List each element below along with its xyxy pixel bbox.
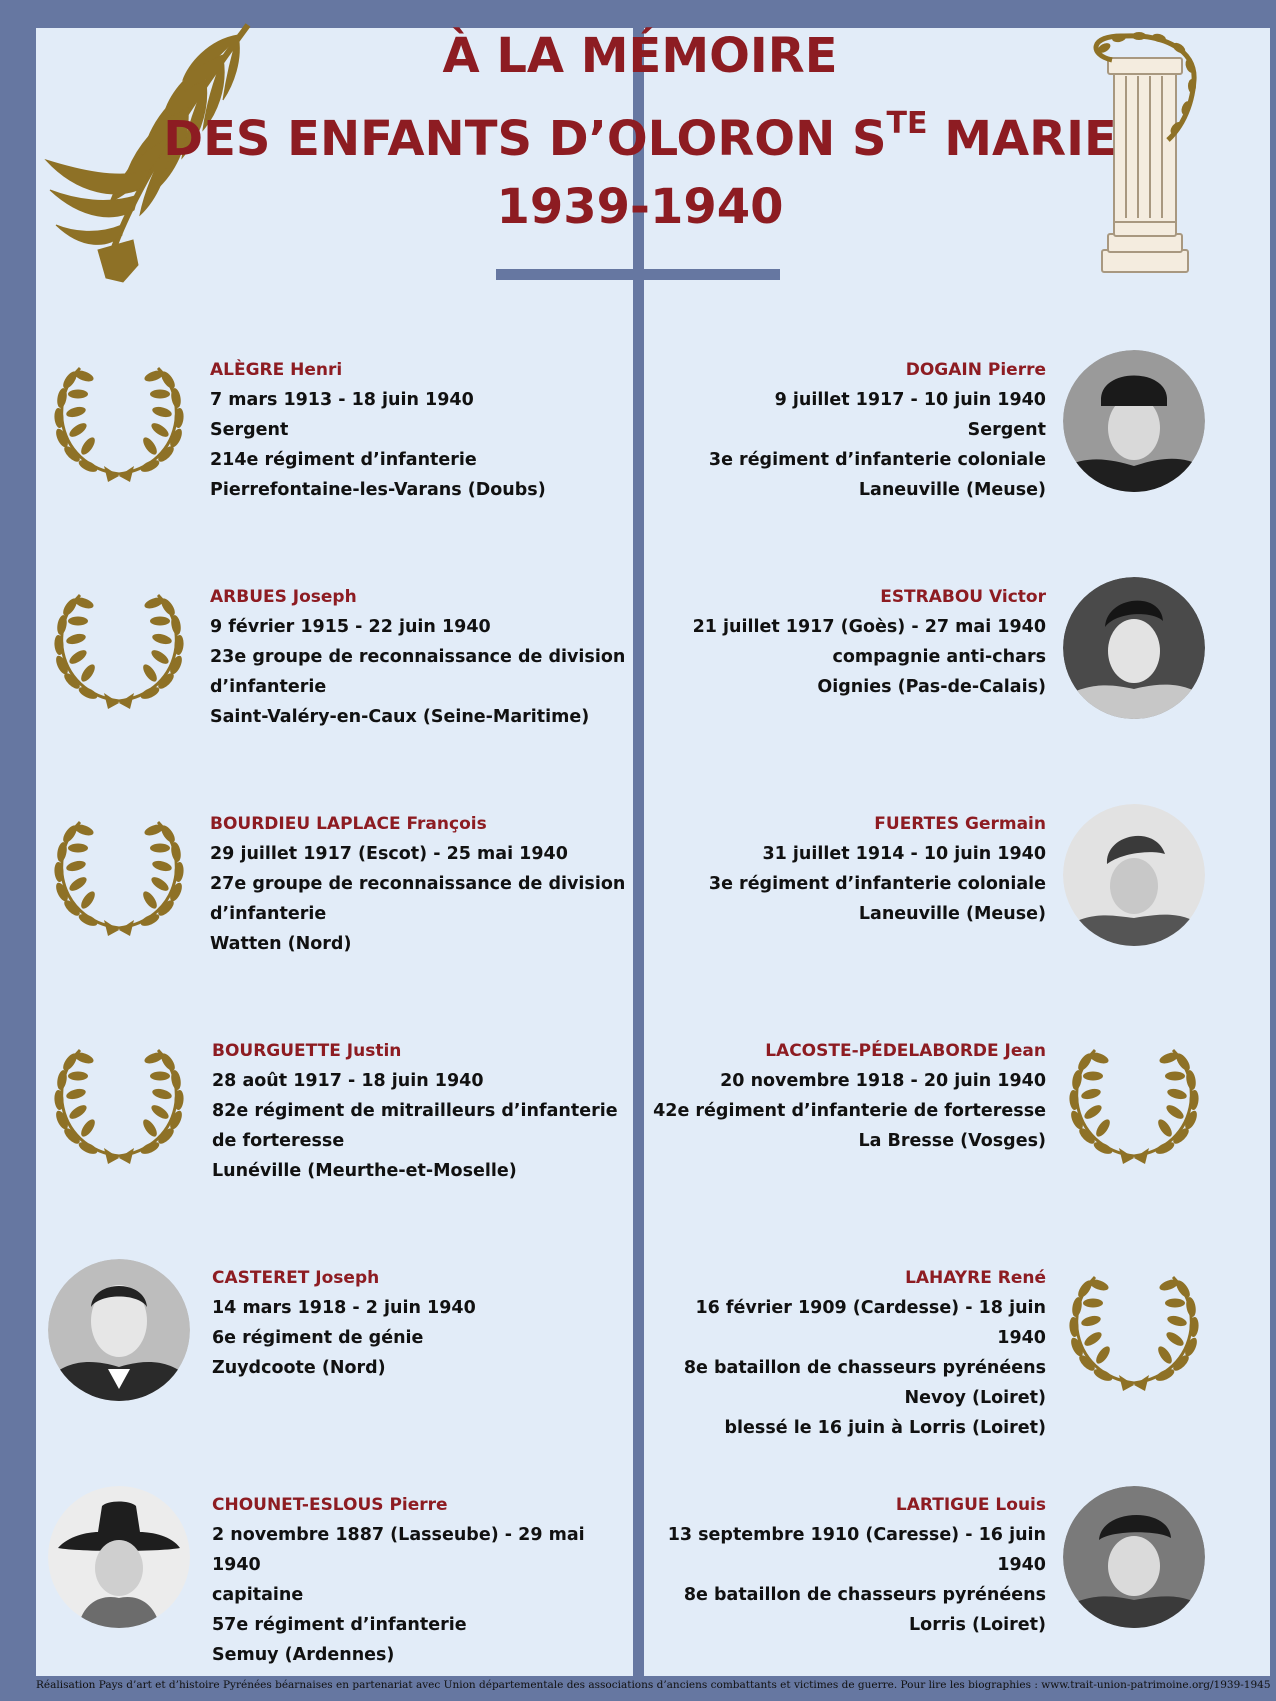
page-title xyxy=(160,22,1120,241)
entry-unit-cont: d’infanterie xyxy=(210,677,327,697)
entry-dates: 2 novembre 1887 (Lasseube) - 29 mai 1940 xyxy=(212,1525,585,1575)
entry-lartigue-louis xyxy=(646,1490,1046,1640)
entry-name: BOURDIEU LAPLACE François xyxy=(210,814,487,834)
entry-unit: 6e régiment de génie xyxy=(212,1328,424,1348)
entry-unit: 23e groupe de reconnaissance de division xyxy=(210,647,626,667)
entry-place: Saint-Valéry-en-Caux (Seine-Maritime) xyxy=(210,707,590,727)
entry-place: Pierrefontaine-les-Varans (Doubs) xyxy=(210,480,546,500)
entry-unit: 214e régiment d’infanterie xyxy=(210,450,477,470)
entry-unit-cont: d’infanterie xyxy=(210,904,327,924)
timeline-divider xyxy=(633,278,644,1676)
laurel-wreath-icon xyxy=(48,350,190,492)
portrait-fuertes-germain xyxy=(1063,804,1205,946)
entry-dates: 28 août 1917 - 18 juin 1940 xyxy=(212,1071,484,1091)
laurel-wreath-icon xyxy=(48,577,190,719)
portrait-dogain-pierre xyxy=(1063,350,1205,492)
entry-name: ESTRABOU Victor xyxy=(880,587,1046,607)
portrait-casteret-joseph xyxy=(48,1259,190,1401)
entry-casteret-joseph xyxy=(212,1263,632,1383)
entry-name: BOURGUETTE Justin xyxy=(212,1041,402,1061)
entry-unit: 8e bataillon de chasseurs pyrénéens xyxy=(683,1358,1046,1378)
title-line-1: À LA MÉMOIRE xyxy=(442,28,838,84)
entry-name: ALÈGRE Henri xyxy=(210,360,343,380)
entry-lahayre-rene xyxy=(646,1263,1046,1443)
entry-place: Lorris (Loiret) xyxy=(909,1615,1046,1635)
entry-name: DOGAIN Pierre xyxy=(905,360,1046,380)
entry-estrabou-victor xyxy=(646,582,1046,702)
entry-place: Zuydcoote (Nord) xyxy=(212,1358,386,1378)
title-years: 1939-1940 xyxy=(496,179,784,235)
entry-dates: 14 mars 1918 - 2 juin 1940 xyxy=(212,1298,476,1318)
entry-bourguette-justin xyxy=(212,1036,632,1186)
timeline-header-bar xyxy=(496,269,780,280)
entry-unit: compagnie anti-chars xyxy=(832,647,1046,667)
entry-unit-cont: de forteresse xyxy=(212,1131,345,1151)
entry-lacoste-pedelaborde-jean xyxy=(646,1036,1046,1156)
entry-dates: 20 novembre 1918 - 20 juin 1940 xyxy=(720,1071,1046,1091)
entry-unit: 27e groupe de reconnaissance de division xyxy=(210,874,626,894)
entry-dates: 21 juillet 1917 (Goès) - 27 mai 1940 xyxy=(692,617,1046,637)
title-superscript: TE xyxy=(886,106,928,141)
entry-unit: 57e régiment d’infanterie xyxy=(212,1615,467,1635)
entry-unit: 82e régiment de mitrailleurs d’infanterie xyxy=(212,1101,618,1121)
entry-name: LACOSTE-PÉDELABORDE Jean xyxy=(765,1041,1046,1061)
entry-dogain-pierre xyxy=(646,355,1046,505)
portrait-lartigue-louis xyxy=(1063,1486,1205,1628)
entry-alegre-henri xyxy=(210,355,630,505)
entry-place: Semuy (Ardennes) xyxy=(212,1645,395,1665)
entry-dates: 7 mars 1913 - 18 juin 1940 xyxy=(210,390,474,410)
portrait-estrabou-victor xyxy=(1063,577,1205,719)
entry-name: CASTERET Joseph xyxy=(212,1268,380,1288)
title-line-2-text: DES ENFANTS D’OLORON S xyxy=(163,111,887,167)
entry-name: LAHAYRE René xyxy=(905,1268,1046,1288)
entry-place: La Bresse (Vosges) xyxy=(858,1131,1046,1151)
entry-dates: 16 février 1909 (Cardesse) - 18 juin 1940 xyxy=(695,1298,1046,1348)
entry-place: Nevoy (Loiret) xyxy=(904,1388,1046,1408)
entry-name: LARTIGUE Louis xyxy=(895,1495,1046,1515)
laurel-wreath-icon xyxy=(48,804,190,946)
entry-arbues-joseph xyxy=(210,582,630,732)
entry-place: Laneuville (Meuse) xyxy=(858,904,1046,924)
entry-unit: 42e régiment d’infanterie de forteresse xyxy=(653,1101,1046,1121)
entry-rank: Sergent xyxy=(210,420,289,440)
portrait-chounet-eslous-pierre xyxy=(48,1486,190,1628)
entry-name: FUERTES Germain xyxy=(874,814,1046,834)
laurel-wreath-icon xyxy=(48,1032,190,1174)
laurel-wreath-icon xyxy=(1063,1259,1205,1401)
title-line-2-end: MARIE xyxy=(927,111,1117,167)
entry-place: Laneuville (Meuse) xyxy=(858,480,1046,500)
entry-dates: 31 juillet 1914 - 10 juin 1940 xyxy=(762,844,1046,864)
entry-name: ARBUES Joseph xyxy=(210,587,357,607)
entry-dates: 29 juillet 1917 (Escot) - 25 mai 1940 xyxy=(210,844,568,864)
entry-unit: 8e bataillon de chasseurs pyrénéens xyxy=(683,1585,1046,1605)
entry-fuertes-germain xyxy=(646,809,1046,929)
entry-place: Lunéville (Meurthe-et-Moselle) xyxy=(212,1161,517,1181)
entry-chounet-eslous-pierre xyxy=(212,1490,632,1670)
entry-dates: 9 février 1915 - 22 juin 1940 xyxy=(210,617,491,637)
footer-credits: Réalisation Pays d’art et d’histoire Pyrénées béarnaises en partenariat avec Union départementale des associations d’anciens combattants et victimes de guerre. Pour lire les biographies : www.trait-union-patrimoine.org/1939-1945 xyxy=(36,1679,1271,1691)
laurel-wreath-icon xyxy=(1063,1032,1205,1174)
entry-place: Watten (Nord) xyxy=(210,934,352,954)
entry-bourdieu-laplace-francois xyxy=(210,809,630,959)
entry-unit: 3e régiment d’infanterie coloniale xyxy=(708,450,1046,470)
title-line-2 xyxy=(160,90,1120,173)
entry-dates: 9 juillet 1917 - 10 juin 1940 xyxy=(774,390,1046,410)
entry-rank: Sergent xyxy=(967,420,1046,440)
entry-note: blessé le 16 juin à Lorris (Loiret) xyxy=(724,1418,1046,1438)
entry-name: CHOUNET-ESLOUS Pierre xyxy=(212,1495,448,1515)
entry-rank: capitaine xyxy=(212,1585,304,1605)
entry-place: Oignies (Pas-de-Calais) xyxy=(817,677,1046,697)
entry-dates: 13 septembre 1910 (Caresse) - 16 juin 1940 xyxy=(667,1525,1046,1575)
entry-unit: 3e régiment d’infanterie coloniale xyxy=(708,874,1046,894)
